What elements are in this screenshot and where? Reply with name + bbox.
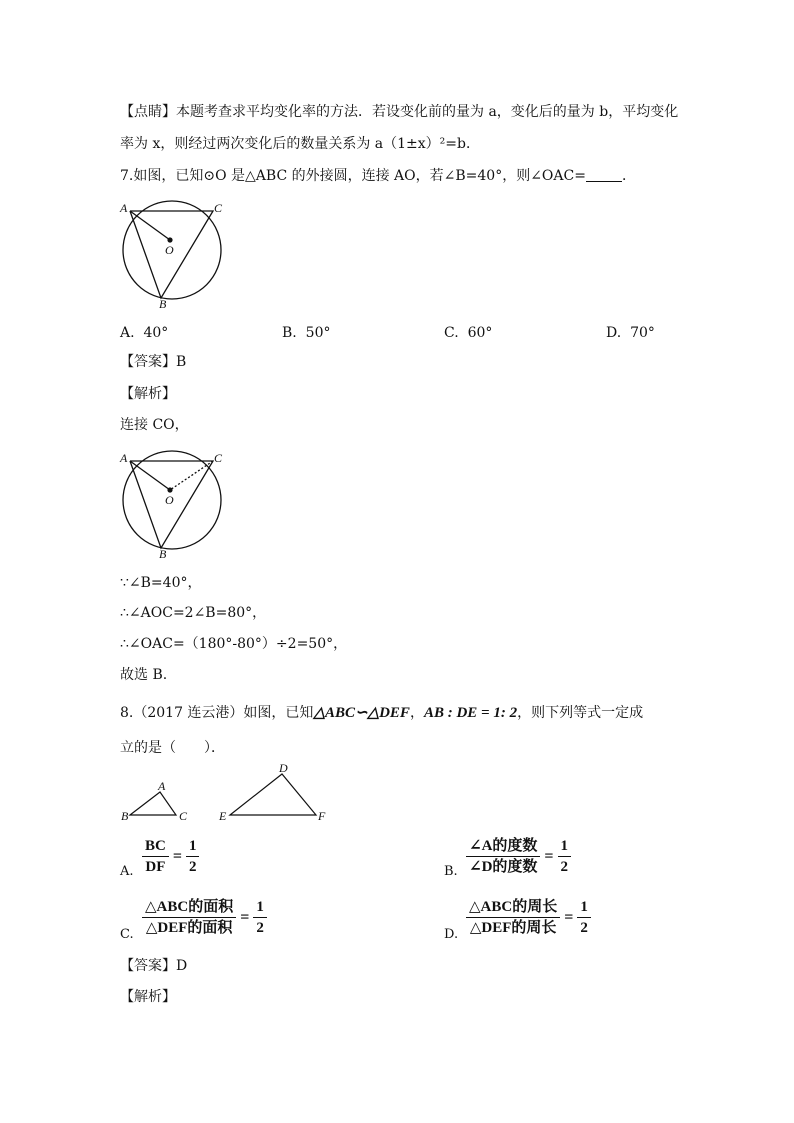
dianjing-label: 【点睛】 [120, 104, 176, 120]
q8-option-a-den: DF [145, 859, 166, 875]
q7-stem-suffix: ． [621, 168, 636, 184]
q8-option-d-letter: D. [444, 927, 459, 942]
dianjing-line-2: 率为 x，则经过两次变化后的数量关系为 a（1±x）²=b． [120, 136, 480, 152]
q8-option-b-den: ∠D的度数 [469, 859, 538, 875]
q7-analysis-label: 【解析】 [120, 386, 176, 402]
q8-option-a: $\frac{BC}{DF}$ = $\frac{1}{2}$ [142, 836, 199, 877]
q7-connect-text: 连接 CO， [120, 417, 189, 433]
q7-step-4: 故选 B. [120, 667, 168, 683]
q7-answer-label: 【答案】 [120, 354, 176, 370]
q7-sol-label-c: C [214, 451, 223, 465]
q7-stem-prefix: 7.如图，已知⊙O 是△ABC 的外接圆，连接 AO，若∠B=40°，则∠OAC= [120, 168, 586, 184]
q8-option-c-den: △DEF的面积 [145, 920, 233, 936]
q7-label-o: O [165, 243, 174, 257]
q8-option-d-den: △DEF的周长 [469, 920, 557, 936]
q7-point-o [167, 237, 172, 242]
q8-answer [120, 956, 187, 976]
dianjing-text-1: 本题考查求平均变化率的方法．若设变化前的量为 a，变化后的量为 b，平均变化 [176, 104, 679, 120]
q8-answer-value: D [176, 958, 188, 974]
q8-stem-suffix: ，则下列等式一定成 [517, 705, 644, 721]
q8-option-d: $\frac{\text{△ABC的周长}}{\text{△DEF的周长}}$ = $\frac{1}{2}$ [466, 897, 591, 938]
q7-segment-ao [130, 211, 170, 240]
q7-sol-point-o [167, 487, 172, 492]
q7-step-2: ∴∠AOC=2∠B=80°， [120, 605, 267, 621]
q7-answer [120, 352, 186, 372]
q8-triangle-abc [130, 792, 176, 815]
q7-label-b: B [159, 297, 167, 311]
q8-label-e: E [219, 809, 227, 823]
q8-option-c: $\frac{\text{△ABC的面积}}{\text{△DEF的面积}}$ = $\frac{1}{2}$ [142, 897, 267, 938]
q7-figure [115, 198, 235, 310]
q8-option-c-letter: C. [120, 927, 134, 942]
q8-label-f: F [318, 809, 326, 823]
q7-sol-label-a: A [120, 451, 128, 465]
q8-option-c-num: △ABC的面积 [142, 897, 236, 918]
q8-option-a-letter: A. [120, 864, 134, 879]
q7-sol-label-o: O [165, 493, 174, 507]
q8-ratio-expression: AB : DE = 1: 2 [423, 705, 518, 721]
q8-answer-label: 【答案】 [120, 958, 176, 974]
q8-label-d: D [279, 761, 288, 775]
q7-sol-label-b: B [159, 547, 167, 561]
q7-step-1: ∵∠B=40°， [120, 575, 202, 591]
q7-label-c: C [214, 201, 223, 215]
q7-option-d: D. 70° [606, 325, 655, 341]
q8-option-a-num: BC [142, 836, 169, 857]
q8-label-c: C [179, 809, 188, 823]
q8-figure [118, 762, 338, 824]
q8-label-a: A [158, 779, 166, 793]
q7-solution-figure [115, 448, 235, 560]
q7-stem [120, 166, 636, 186]
q8-similar-expression: △ABC∽△DEF [313, 705, 410, 721]
q8-option-b-num: ∠A的度数 [466, 836, 540, 857]
q8-stem-line-2: 立的是（ ）． [120, 740, 225, 756]
q8-analysis-label: 【解析】 [120, 989, 176, 1005]
q8-option-b: $\frac{\text{∠A的度数}}{\text{∠D的度数}}$ = $\frac{1}{2}$ [466, 836, 571, 877]
q7-step-3: ∴∠OAC=（180°-80°）÷2=50°， [120, 636, 348, 652]
q8-stem-prefix: 8.（2017 连云港）如图，已知 [120, 705, 314, 721]
q8-label-b: B [121, 809, 129, 823]
q8-stem-line-1: 8.（2017 连云港）如图，已知△ABC∽△DEF，AB : DE = 1: 2，则下列等式一定成 [120, 705, 644, 721]
q8-option-b-letter: B. [444, 864, 458, 879]
q7-sol-segment-ao [130, 461, 170, 490]
q7-option-a: A. 40° [120, 325, 169, 341]
q7-label-a: A [120, 201, 128, 215]
dianjing-line-1 [120, 102, 678, 122]
q7-answer-value: B [176, 354, 187, 370]
q7-option-c: C. 60° [444, 325, 493, 341]
q8-option-d-num: △ABC的周长 [466, 897, 560, 918]
q8-triangle-def [230, 774, 316, 815]
q7-answer-blank [586, 167, 622, 182]
q7-option-b: B. 50° [282, 325, 331, 341]
